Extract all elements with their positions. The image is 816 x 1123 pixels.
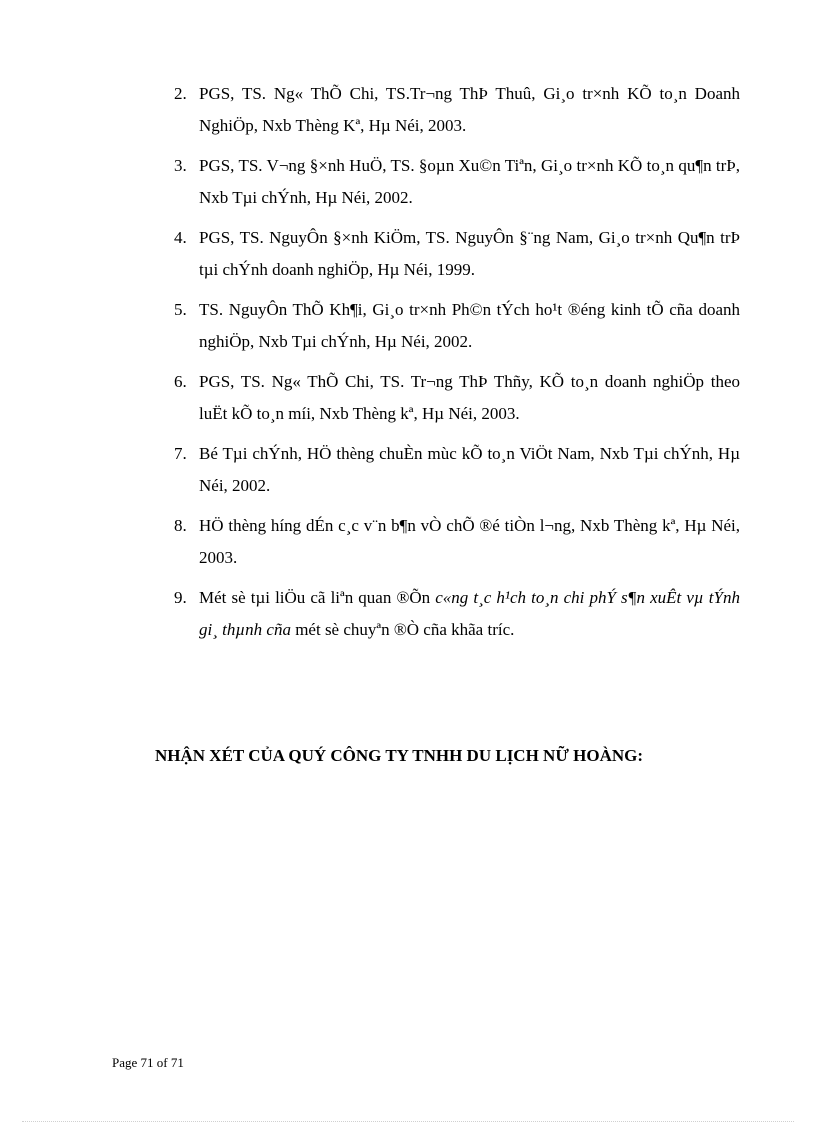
list-number: 5. <box>174 300 187 319</box>
list-text-plain: Mét sè tµi liÖu cã liªn quan ®Õn <box>199 588 436 607</box>
page-footer: Page 71 of 71 <box>112 1055 184 1070</box>
list-text <box>199 582 740 646</box>
list-text: PGS, TS. Ng« ThÕ Chi, TS.Tr¬ng ThÞ Thuû, Gi¸o tr×nh KÕ to¸n Doanh NghiÖp, Nxb Thèng Kª, Hµ Néi, 2003. <box>199 84 740 135</box>
list-number: 7. <box>174 444 187 463</box>
list-text-italic: c«ng t¸c h¹ch to¸n chi phÝ s¶n xuÊt vµ tÝnh gi¸ thµnh cña <box>199 588 740 639</box>
page-bottom-divider <box>22 1121 794 1122</box>
list-item <box>174 294 740 358</box>
list-number: 8. <box>174 516 187 535</box>
list-number: 4. <box>174 228 187 247</box>
list-item <box>174 510 740 574</box>
list-number: 6. <box>174 372 187 391</box>
list-item <box>174 222 740 286</box>
list-item <box>174 438 740 502</box>
list-text: HÖ thèng híng dÉn c¸c v¨n b¶n vÒ chÕ ®é tiÒn l¬ng, Nxb Thèng kª, Hµ Néi, 2003. <box>199 516 740 567</box>
list-number: 9. <box>174 588 187 607</box>
list-item <box>174 150 740 214</box>
list-text: PGS, TS. NguyÔn §×nh KiÖm, TS. NguyÔn §¨ng Nam, Gi¸o tr×nh Qu¶n trÞ tµi chÝnh doanh nghiÖp, Hµ Néi, 1999. <box>199 228 740 279</box>
list-number: 2. <box>174 84 187 103</box>
section-heading: NHẬN XÉT CỦA QUÝ CÔNG TY TNHH DU LỊCH NỮ HOÀNG: <box>155 746 644 765</box>
list-text: PGS, TS. Ng« ThÕ Chi, TS. Tr¬ng ThÞ Thñy, KÕ to¸n doanh nghiÖp theo luËt kÕ to¸n míi, Nxb Thèng kª, Hµ Néi, 2003. <box>199 372 740 423</box>
list-text: Bé Tµi chÝnh, HÖ thèng chuÈn mùc kÕ to¸n ViÖt Nam, Nxb Tµi chÝnh, Hµ Néi, 2002. <box>199 444 740 495</box>
list-item <box>174 582 740 646</box>
list-text: TS. NguyÔn ThÕ Kh¶i, Gi¸o tr×nh Ph©n tÝch ho¹t ®éng kinh tÕ cña doanh nghiÖp, Nxb Tµi chÝnh, Hµ Néi, 2002. <box>199 300 740 351</box>
list-number: 3. <box>174 156 187 175</box>
list-item <box>174 366 740 430</box>
list-text-plain-end: mét sè chuyªn ®Ò cña khãa tríc. <box>290 620 515 639</box>
list-item <box>174 78 740 142</box>
list-text: PGS, TS. V¬ng §×nh HuÖ, TS. §oµn Xu©n Tiªn, Gi¸o tr×nh KÕ to¸n qu¶n trÞ, Nxb Tµi chÝnh, Hµ Néi, 2002. <box>199 156 740 207</box>
reference-list <box>174 78 740 654</box>
